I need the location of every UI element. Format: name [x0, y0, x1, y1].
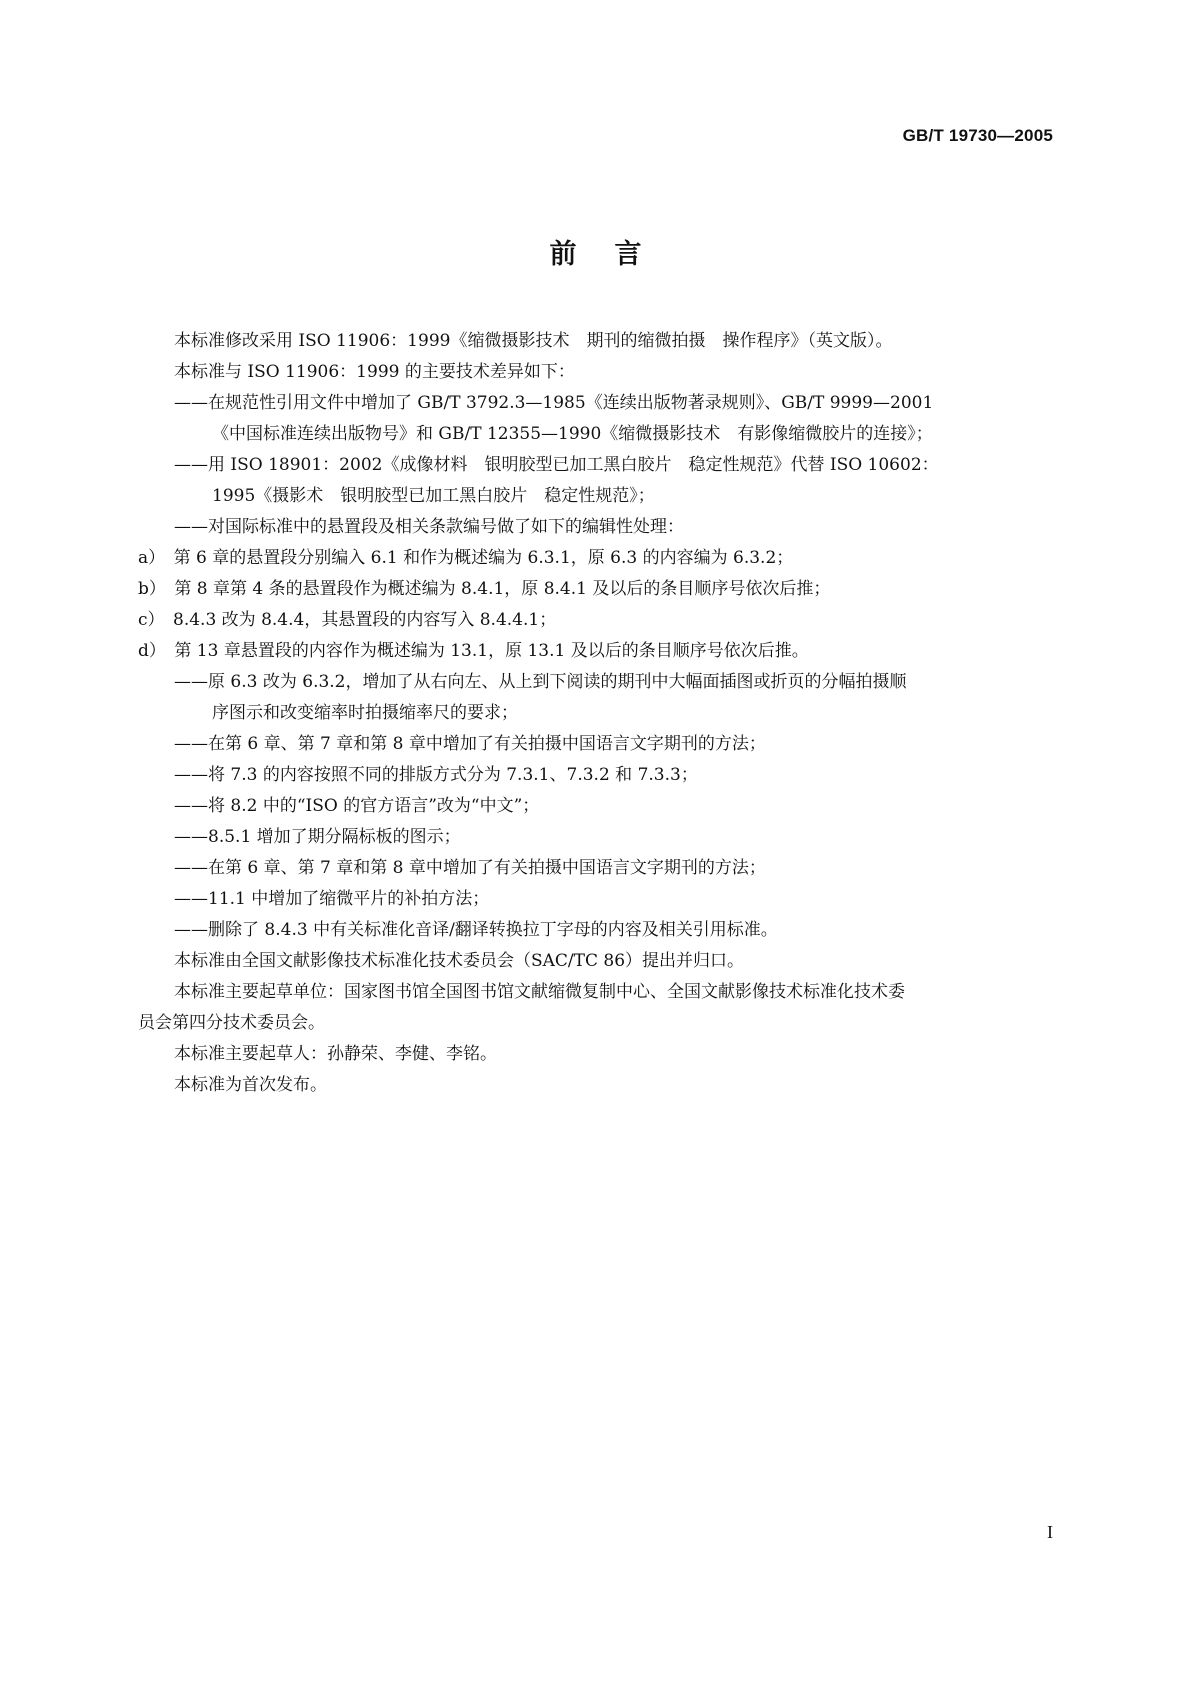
list-item-d: d） 第 13 章悬置段的内容作为概述编为 13.1，原 13.1 及以后的条目顺序号依次后推。 — [138, 641, 809, 661]
dash-item-normative-references-cont: 《中国标准连续出版物号》和 GB/T 12355—1990《缩微摄影技术 有影像缩微胶片的连接》； — [212, 424, 933, 444]
paragraph-adoption: 本标准修改采用 ISO 11906：1999《缩微摄影技术 期刊的缩微拍摄 操作程序》（英文版）。 — [174, 331, 893, 351]
dash-item-11-1-refilming: ——11.1 中增加了缩微平片的补拍方法； — [174, 889, 490, 909]
dash-item-normative-references: ——在规范性引用文件中增加了 GB/T 3792.3—1985《连续出版物著录规则》、GB/T 9999—2001 — [174, 393, 934, 413]
dash-item-7-3-split: ——将 7.3 的内容按照不同的排版方式分为 7.3.1、7.3.2 和 7.3.3； — [174, 765, 698, 785]
foreword-body — [138, 326, 1053, 1101]
dash-item-iso-replacement-cont: 1995《摄影术 银明胶型已加工黑白胶片 稳定性规范》； — [212, 486, 655, 506]
dash-item-8-5-1-separator: ——8.5.1 增加了期分隔标板的图示； — [174, 827, 461, 847]
paragraph-first-release: 本标准为首次发布。 — [174, 1075, 327, 1095]
paragraph-drafting-units: 本标准主要起草单位：国家图书馆全国图书馆文献缩微复制中心、全国文献影像技术标准化技术委 — [174, 982, 905, 1002]
page-title: 前言 — [549, 239, 680, 270]
list-item-b: b） 第 8 章第 4 条的悬置段作为概述编为 8.4.1，原 8.4.1 及以后的条目顺序号依次后推； — [138, 579, 831, 599]
list-item-c: c） 8.4.3 改为 8.4.4，其悬置段的内容写入 8.4.4.1； — [138, 610, 557, 630]
dash-item-chinese-periodicals: ——在第 6 章、第 7 章和第 8 章中增加了有关拍摄中国语言文字期刊的方法； — [174, 734, 766, 754]
dash-item-8-2-language: ——将 8.2 中的“ISO 的官方语言”改为“中文”； — [174, 796, 540, 816]
list-item-a: a） 第 6 章的悬置段分别编入 6.1 和作为概述编为 6.3.1，原 6.3 的内容编为 6.3.2； — [138, 548, 794, 568]
dash-item-8-4-3-deletion: ——删除了 8.4.3 中有关标准化音译/翻译转换拉丁字母的内容及相关引用标准。 — [174, 920, 778, 940]
page-number: I — [1047, 1522, 1053, 1542]
dash-item-6-3-change-cont: 序图示和改变缩率时拍摄缩率尺的要求； — [212, 703, 518, 723]
dash-item-chinese-periodicals-repeat: ——在第 6 章、第 7 章和第 8 章中增加了有关拍摄中国语言文字期刊的方法； — [174, 858, 766, 878]
standard-code: GB/T 19730—2005 — [902, 126, 1053, 145]
paragraph-differences-intro: 本标准与 ISO 11906：1999 的主要技术差异如下： — [174, 362, 575, 382]
dash-item-iso-replacement: ——用 ISO 18901：2002《成像材料 银明胶型已加工黑白胶片 稳定性规范》代替 ISO 10602： — [174, 455, 939, 475]
dash-item-editorial-changes: ——对国际标准中的悬置段及相关条款编号做了如下的编辑性处理： — [174, 517, 684, 537]
paragraph-proposed-by: 本标准由全国文献影像技术标准化技术委员会（SAC/TC 86）提出并归口。 — [174, 951, 745, 971]
dash-item-6-3-change: ——原 6.3 改为 6.3.2，增加了从右向左、从上到下阅读的期刊中大幅面插图或折页的分幅拍摄顺 — [174, 672, 907, 692]
paragraph-drafting-units-cont: 员会第四分技术委员会。 — [138, 1013, 325, 1033]
paragraph-drafters: 本标准主要起草人：孙静荣、李健、李铭。 — [174, 1044, 497, 1064]
